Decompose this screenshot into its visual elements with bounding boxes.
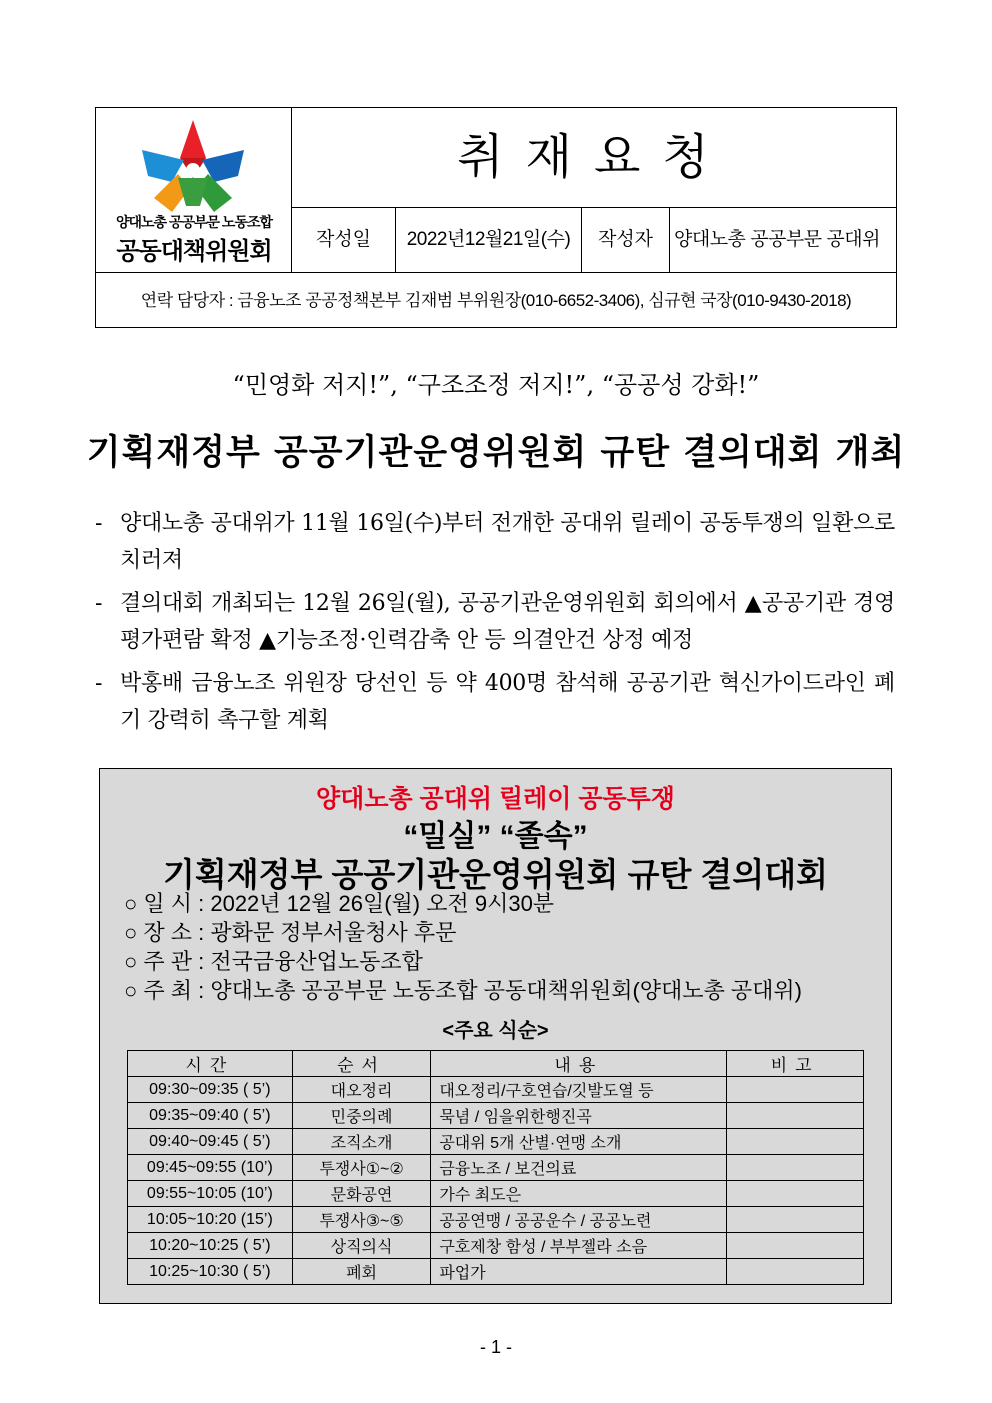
cell-time: 09:40~09:45 ( 5’) [128, 1129, 293, 1155]
meta-row [292, 208, 896, 273]
header-box [95, 107, 897, 328]
cell-order: 대오정리 [292, 1077, 431, 1103]
cell-order: 조직소개 [292, 1129, 431, 1155]
cell-time: 09:35~09:40 ( 5’) [128, 1103, 293, 1129]
document-title: 취재요청 [292, 108, 896, 208]
table-row [128, 1207, 864, 1233]
cell-content: 묵념 / 임을위한행진곡 [431, 1103, 727, 1129]
bullet-item: - 박홍배 금융노조 위원장 당선인 등 약 400명 참석해 공공기관 혁신가이드라인 폐기 강력히 촉구할 계획 [95, 671, 895, 733]
cell-order: 문화공연 [292, 1181, 431, 1207]
col-header-time: 시간 [128, 1051, 293, 1077]
event-quote: “밀실” “졸속” [403, 820, 588, 853]
event-info-host: ○ 주 최 : 양대노총 공공부문 노동조합 공동대책위원회(양대노총 공대위) [124, 978, 803, 1003]
bullet-item: - 결의대회 개최되는 12월 26일(월), 공공기관운영위원회 회의에서 ▲공공기관 경영평가편람 확정 ▲기능조정·인력감축 안 등 의결안건 상정 예정 [95, 591, 895, 653]
logo-title: 공동대책위원회 [116, 238, 272, 265]
col-header-order: 순서 [292, 1051, 431, 1077]
cell-content: 구호제창 함성 / 부부젤라 소음 [431, 1233, 727, 1259]
cell-order: 폐회 [292, 1259, 431, 1285]
table-header-row [128, 1051, 864, 1077]
cell-note [727, 1077, 864, 1103]
bullet-text: 박홍배 금융노조 위원장 당선인 등 약 400명 참석해 공공기관 혁신가이드라인 폐기 강력히 촉구할 계획 [120, 671, 895, 733]
table-row [128, 1181, 864, 1207]
cell-content: 가수 최도은 [431, 1181, 727, 1207]
table-row [128, 1155, 864, 1181]
col-header-note: 비고 [727, 1051, 864, 1077]
event-info-place: ○ 장 소 : 광화문 정부서울청사 후문 [124, 920, 457, 945]
cell-note [727, 1103, 864, 1129]
cell-time: 09:30~09:35 ( 5’) [128, 1077, 293, 1103]
table-row [128, 1077, 864, 1103]
contact-info: 연락 담당자 : 금융노조 공공정책본부 김재범 부위원장(010-6652-3406), 심규현 국장(010-9430-2018) [140, 291, 852, 310]
union-fists-logo-icon [134, 118, 252, 218]
cell-note [727, 1129, 864, 1155]
bullet-text: 양대노총 공대위가 11월 16일(수)부터 전개한 공대위 릴레이 공동투쟁의 일환으로 치러져 [120, 511, 895, 573]
cell-content: 금융노조 / 보건의료 [431, 1155, 727, 1181]
event-box [99, 768, 892, 1304]
date-value: 2022년12월21일(수) [396, 208, 582, 272]
cell-time: 10:05~10:20 (15’) [128, 1207, 293, 1233]
table-row [128, 1259, 864, 1285]
cell-time: 10:20~10:25 ( 5’) [128, 1233, 293, 1259]
slogan: “민영화 저지!”, “구조조정 저지!”, “공공성 강화!” [232, 371, 760, 399]
date-label: 작성일 [292, 208, 396, 272]
cell-note [727, 1207, 864, 1233]
logo-cell [96, 108, 292, 273]
event-kicker: 양대노총 공대위 릴레이 공동투쟁 [316, 785, 675, 813]
page-number: - 1 - [479, 1337, 512, 1357]
cell-time: 10:25~10:30 ( 5’) [128, 1259, 293, 1285]
program-title: <주요 식순> [442, 1020, 549, 1042]
cell-order: 상직의식 [292, 1233, 431, 1259]
event-info-date: ○ 일 시 : 2022년 12월 26일(월) 오전 9시30분 [124, 891, 555, 916]
cell-content: 공공연맹 / 공공운수 / 공공노련 [431, 1207, 727, 1233]
event-info-organizer: ○ 주 관 : 전국금융산업노동조합 [124, 949, 423, 974]
cell-content: 공대위 5개 산별·연맹 소개 [431, 1129, 727, 1155]
cell-time: 09:45~09:55 (10’) [128, 1155, 293, 1181]
cell-note [727, 1233, 864, 1259]
program-table [127, 1050, 864, 1285]
table-row [128, 1233, 864, 1259]
logo-subtitle: 양대노총 공공부문 노동조합 [115, 214, 273, 230]
headline: 기획재정부 공공기관운영위원회 규탄 결의대회 개최 [86, 432, 906, 473]
table-row [128, 1103, 864, 1129]
bullet-item: - 양대노총 공대위가 11월 16일(수)부터 전개한 공대위 릴레이 공동투쟁의 일환으로 치러져 [95, 511, 895, 573]
event-title: 기획재정부 공공기관운영위원회 규탄 결의대회 [162, 856, 829, 893]
cell-note [727, 1259, 864, 1285]
author-label: 작성자 [582, 208, 670, 272]
bullet-text: 결의대회 개최되는 12월 26일(월), 공공기관운영위원회 회의에서 ▲공공기관 경영평가편람 확정 ▲기능조정·인력감축 안 등 의결안건 상정 예정 [120, 591, 895, 653]
cell-time: 09:55~10:05 (10’) [128, 1181, 293, 1207]
event-info [124, 889, 802, 1005]
cell-order: 민중의례 [292, 1103, 431, 1129]
cell-order: 투쟁사①~② [292, 1155, 431, 1181]
cell-order: 투쟁사③~⑤ [292, 1207, 431, 1233]
cell-content: 파업가 [431, 1259, 727, 1285]
cell-content: 대오정리/구호연습/깃발도열 등 [431, 1077, 727, 1103]
cell-note [727, 1155, 864, 1181]
cell-note [727, 1181, 864, 1207]
col-header-content: 내용 [431, 1051, 727, 1077]
bullet-list [95, 505, 895, 745]
author-value: 양대노총 공공부문 공대위 [674, 229, 880, 250]
table-row [128, 1129, 864, 1155]
